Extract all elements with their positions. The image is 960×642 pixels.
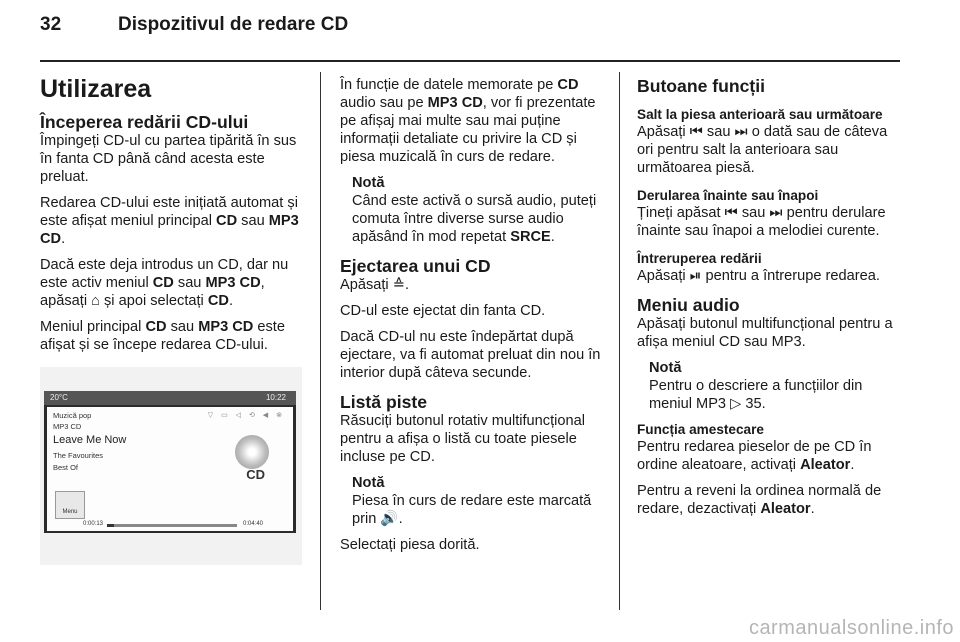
- display-album: The Favourites: [53, 451, 104, 460]
- watermark: carmanualsonline.info: [748, 617, 954, 639]
- status-bar: [44, 391, 296, 405]
- paragraph-insert-cd: Împingeți CD-ul cu partea tipărită în sus în fanta CD până când acesta este preluat.: [40, 133, 297, 185]
- page-number: 32: [40, 14, 62, 35]
- menu-button[interactable]: Menu: [55, 491, 85, 519]
- cd-label: CD: [246, 467, 265, 482]
- infotainment-display: [44, 391, 296, 533]
- play-pause-icon: ⏯: [689, 268, 702, 284]
- progress-bar[interactable]: [107, 524, 237, 527]
- paragraph-scan: Țineți apăsat ⏮ sau ⏭ pentru derulare înainte sau înapoi a melodiei curente.: [637, 205, 886, 239]
- paragraph-ejected: CD-ul este ejectat din fanta CD.: [340, 303, 546, 319]
- note-current-track: Notă Piesa în curs de redare este marcată prin 🔊.: [352, 474, 602, 528]
- heading-eject: Ejectarea unui CD: [340, 256, 491, 276]
- header-rule: [40, 60, 900, 62]
- total-time: 0:04:40: [243, 521, 264, 527]
- heading-shuffle: Funcția amestecare: [637, 422, 764, 437]
- previous-track-icon: ⏮: [689, 124, 703, 140]
- paragraph-shuffle-on: Pentru redarea pieselor de pe CD în ordine aleatoare, activați Aleator.: [637, 439, 872, 473]
- chapter-title: Dispozitivul de redare CD: [118, 14, 349, 35]
- elapsed-time: 0:00:13: [83, 521, 104, 527]
- paragraph-already-inserted: Dacă este deja introdus un CD, dar nu este activ meniul CD sau MP3 CD, apăsați ⌂ și apoi selectați CD.: [40, 257, 289, 309]
- next-track-icon: ⏭: [769, 205, 783, 221]
- paragraph-eject: Apăsați ≙.: [340, 277, 410, 293]
- paragraph-main-menu: Meniul principal CD sau MP3 CD este afișat și se începe redarea CD-ului.: [40, 319, 285, 353]
- paragraph-select-track: Selectați piesa dorită.: [340, 537, 480, 553]
- heading-skip: Salt la piesa anterioară sau următoare: [637, 107, 883, 122]
- speaker-icon: 🔊: [380, 511, 399, 527]
- paragraph-pause: Apăsați ⏯ pentru a întrerupe redarea.: [637, 268, 880, 284]
- cd-screen-figure: [40, 367, 302, 565]
- heading-track-list: Listă piste: [340, 392, 428, 412]
- paragraph-auto-start: Redarea CD-ului este inițiată automat și este afișat meniul principal CD sau MP3 CD.: [40, 195, 299, 247]
- reference-arrow-icon: ▷: [730, 396, 742, 412]
- next-track-icon: ⏭: [734, 124, 748, 140]
- section-title: Utilizarea: [40, 75, 152, 103]
- note-source: Notă Când este activă o sursă audio, puteți comuta între diverse surse audio apăsând în mod repetat SRCE.: [352, 174, 602, 246]
- heading-scan: Derularea înainte sau înapoi: [637, 188, 819, 203]
- display-genre: Muzică pop: [53, 411, 92, 420]
- column-divider-1: [320, 72, 321, 610]
- heading-start-playback: Începerea redării CD-ului: [40, 112, 249, 132]
- column-divider-2: [619, 72, 620, 610]
- note-title: Notă: [352, 175, 385, 191]
- previous-track-icon: ⏮: [724, 205, 738, 221]
- status-icons: ▽ ▭ ◁ ⟲ ◀ ⊗: [207, 412, 285, 419]
- display-track: Leave Me Now: [53, 434, 127, 446]
- column-1: [40, 74, 308, 362]
- paragraph-audio-menu: Apăsați butonul multifuncțional pentru a afișa meniul CD sau MP3.: [637, 316, 893, 350]
- column-3: [637, 76, 905, 526]
- heading-audio-menu: Meniu audio: [637, 295, 740, 315]
- paragraph-skip: Apăsați ⏮ sau ⏭ o dată sau de câteva ori pentru salt la anterioara sau următoarea piesă.: [637, 124, 888, 176]
- paragraph-display-info: În funcție de datele memorate pe CD audio sau pe MP3 CD, vor fi prezentate pe afișaj mai multe sau mai puține informații detaliate cu privire la CD și piesa muzicală în curs de redare.: [340, 77, 596, 165]
- display-body: [47, 407, 293, 531]
- display-artist: Best Of: [53, 463, 79, 472]
- eject-icon: ≙: [392, 277, 405, 293]
- heading-function-buttons: Butoane funcții: [637, 76, 766, 96]
- note-title: Notă: [352, 475, 385, 491]
- note-mp3-menu: Notă Pentru o descriere a funcțiilor din meniul MP3 ▷ 35.: [649, 359, 905, 413]
- cd-disc-icon: [235, 435, 269, 469]
- column-2: [340, 76, 602, 562]
- page-header: [40, 14, 348, 36]
- paragraph-track-list: Răsuciți butonul rotativ multifuncțional pentru a afișa o listă cu toate piesele incluse pe CD.: [340, 413, 585, 465]
- clock: 10:22: [265, 393, 286, 402]
- progress-fill: [107, 524, 114, 527]
- temperature: 20°C: [50, 393, 68, 402]
- heading-pause: Întreruperea redării: [637, 251, 762, 266]
- paragraph-shuffle-off: Pentru a reveni la ordinea normală de redare, dezactivați Aleator.: [637, 483, 882, 517]
- home-icon: ⌂: [91, 293, 100, 309]
- note-title: Notă: [649, 360, 682, 376]
- paragraph-reload: Dacă CD-ul nu este îndepărtat după ejectare, va fi automat preluat din nou în interior după câteva secunde.: [340, 329, 601, 381]
- display-source: MP3 CD: [53, 422, 82, 431]
